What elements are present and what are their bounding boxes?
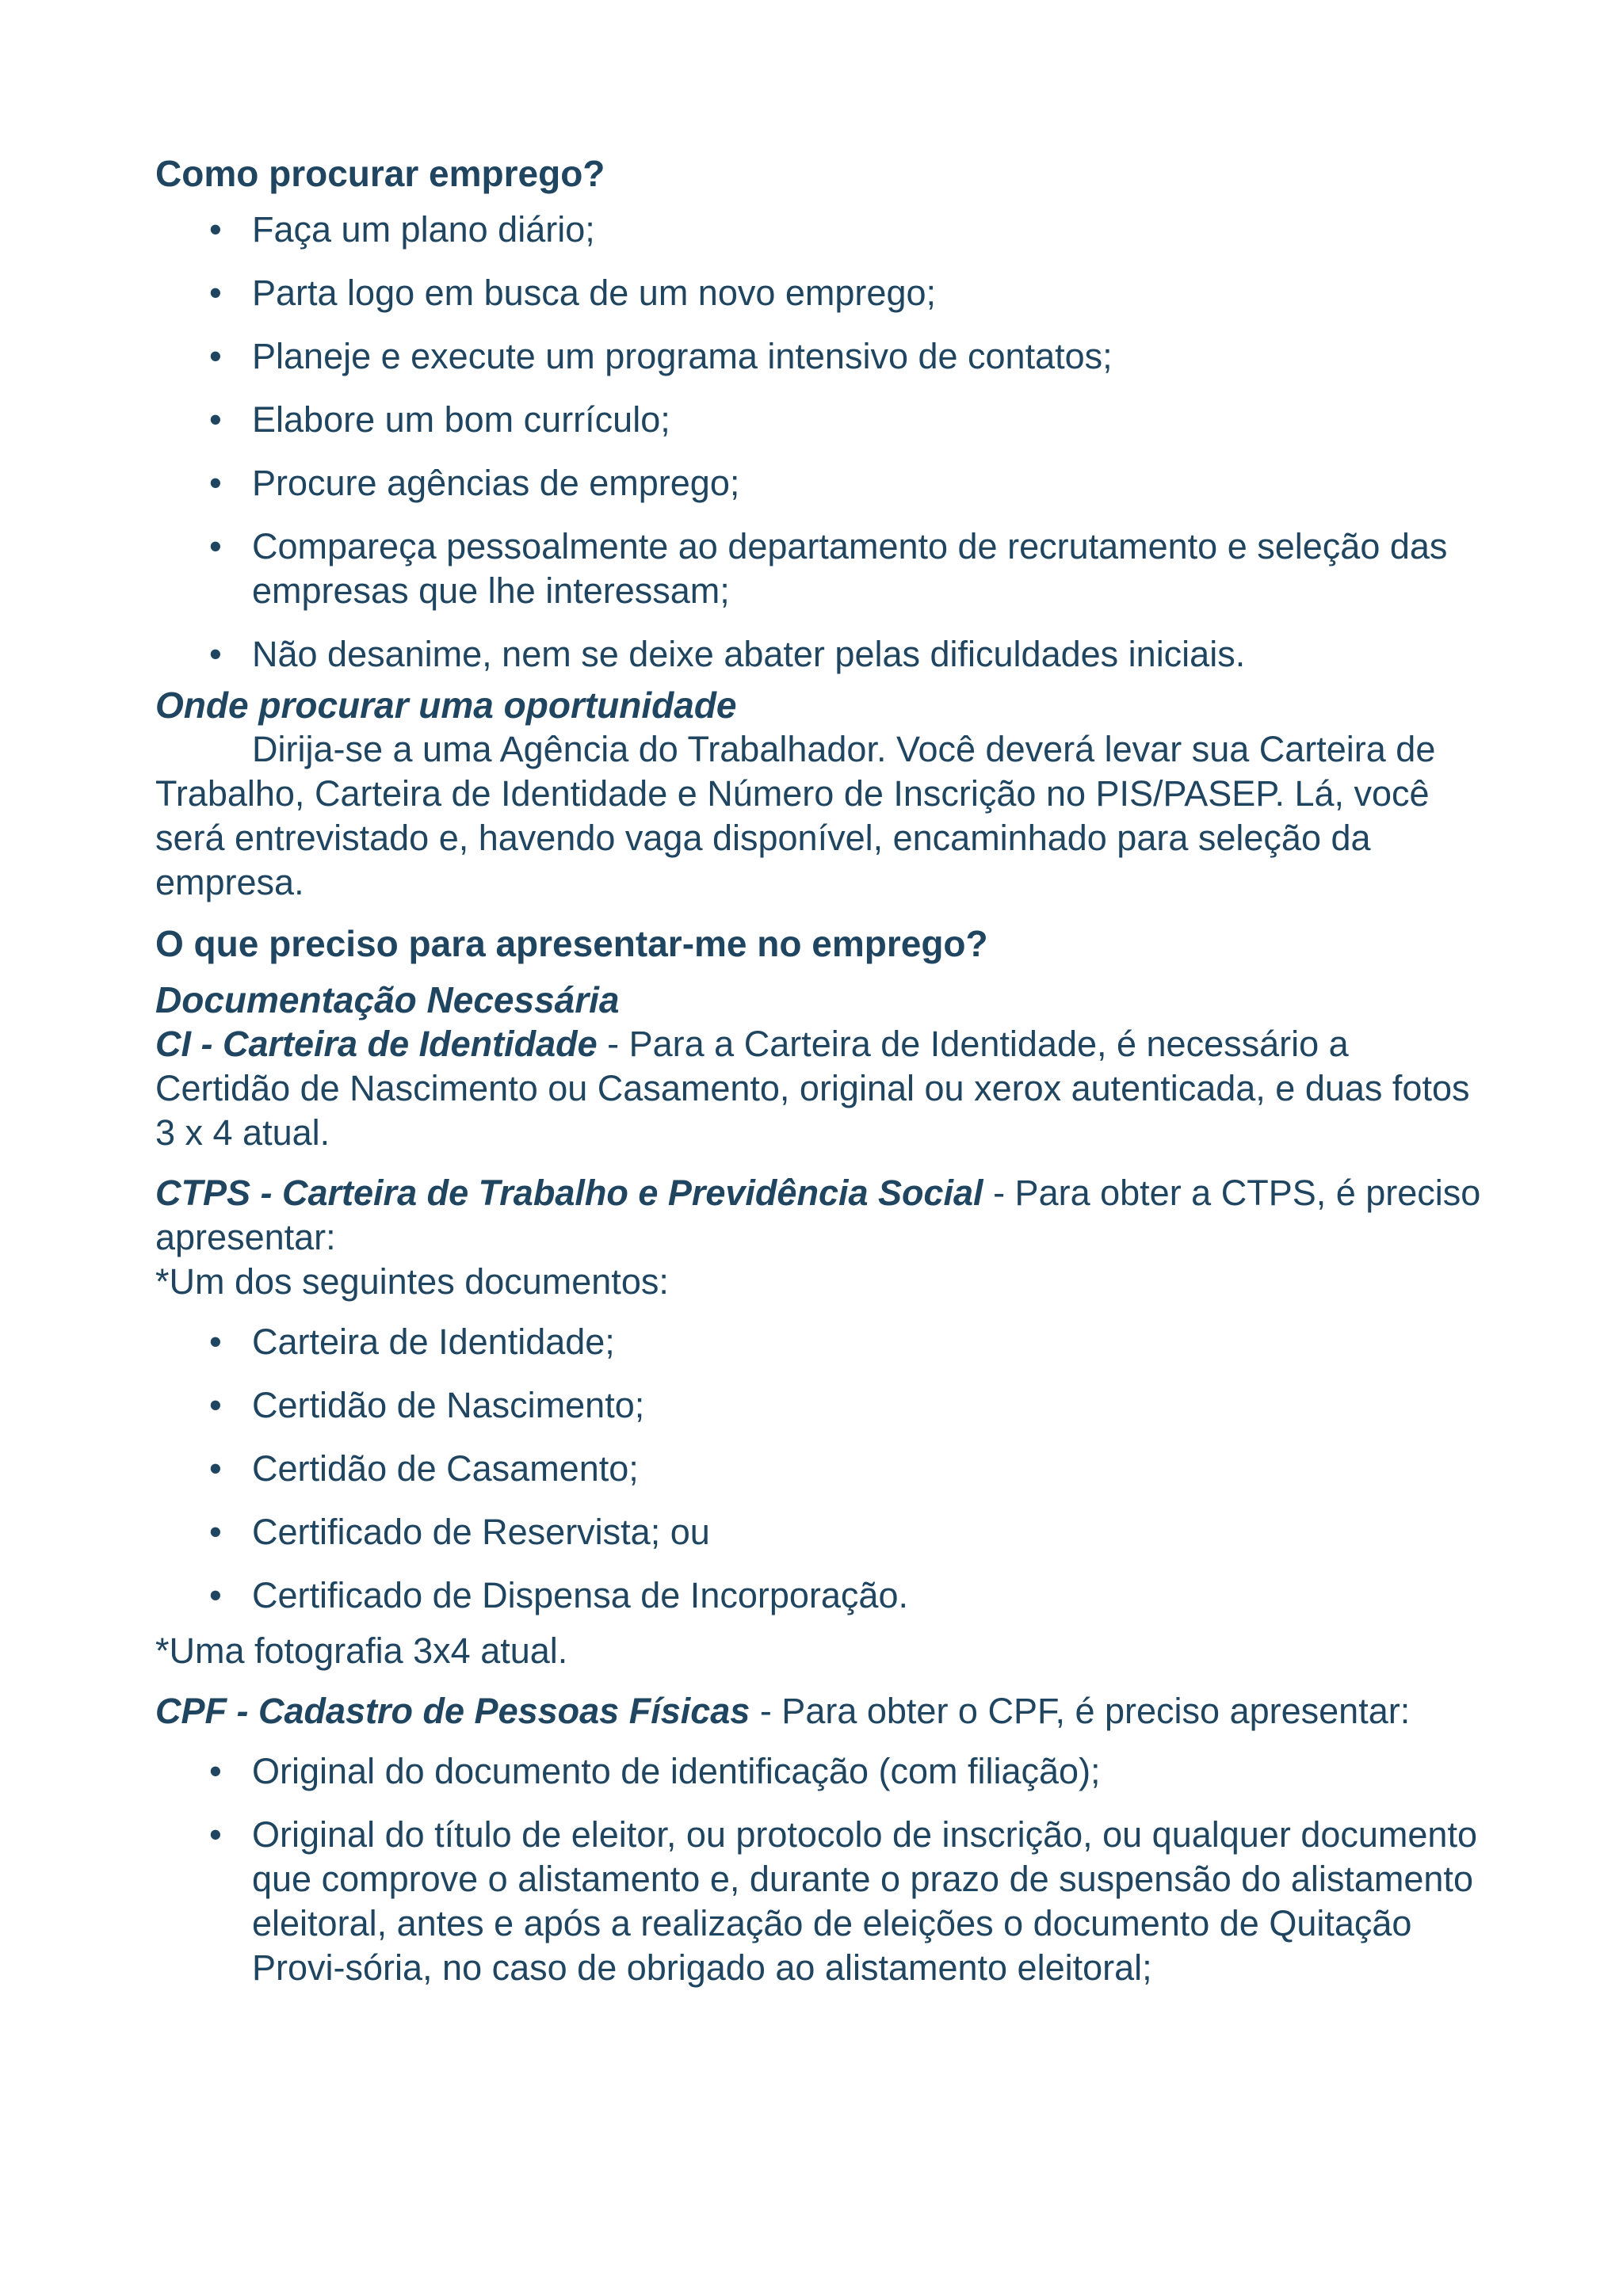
list-item: • Carteira de Identidade; (155, 1320, 1487, 1364)
list-item: • Certidão de Nascimento; (155, 1383, 1487, 1428)
paragraph-cpf: CPF - Cadastro de Pessoas Físicas - Para obter o CPF, é preciso apresentar: (155, 1691, 1411, 1731)
list-como-procurar (155, 208, 1487, 677)
list-item: • Certidão de Casamento; (155, 1447, 1487, 1491)
bullet-icon: • (209, 1322, 222, 1362)
bullet-icon: • (209, 1814, 222, 1855)
list-item: • Certificado de Dispensa de Incorporação. (155, 1573, 1487, 1618)
paragraph-ctps: CTPS - Carteira de Trabalho e Previdência Social - Para obter a CTPS, é preciso apresentar: (155, 1173, 1481, 1257)
ctps-intro: *Um dos seguintes documentos: (155, 1261, 669, 1302)
doc-title-cpf: CPF - Cadastro de Pessoas Físicas (155, 1691, 750, 1731)
heading-como-procurar: Como procurar emprego? (155, 153, 605, 194)
document-page (155, 151, 1487, 2009)
heading-o-que-preciso: O que preciso para apresentar-me no emprego? (155, 923, 988, 964)
list-cpf (155, 1749, 1487, 1990)
list-item: • Planeje e execute um programa intensivo de contatos; (155, 334, 1487, 379)
bullet-icon: • (209, 634, 222, 674)
heading-onde-procurar: Onde procurar uma oportunidade (155, 685, 737, 726)
list-item: • Faça um plano diário; (155, 208, 1487, 252)
bullet-icon: • (209, 336, 222, 376)
bullet-icon: • (209, 1512, 222, 1552)
list-item: • Certificado de Reservista; ou (155, 1510, 1487, 1554)
list-item: • Parta logo em busca de um novo emprego; (155, 271, 1487, 315)
bullet-icon: • (209, 1448, 222, 1489)
list-item: • Não desanime, nem se deixe abater pelas dificuldades iniciais. (155, 632, 1487, 677)
bullet-icon: • (209, 1385, 222, 1425)
doc-title-ci: CI - Carteira de Identidade (155, 1024, 598, 1064)
list-item: • Elabore um bom currículo; (155, 398, 1487, 442)
doc-title-ctps: CTPS - Carteira de Trabalho e Previdência Social (155, 1173, 983, 1213)
bullet-icon: • (209, 463, 222, 503)
subheading-documentacao: Documentação Necessária (155, 979, 620, 1020)
bullet-icon: • (209, 1751, 222, 1791)
list-ctps (155, 1320, 1487, 1618)
ctps-note: *Uma fotografia 3x4 atual. (155, 1630, 568, 1671)
paragraph-ci: CI - Carteira de Identidade - Para a Carteira de Identidade, é necessário a Certidão de Nascimento ou Casamento, original ou xerox autenticada, e duas fotos 3 x 4 atual. (155, 1024, 1470, 1153)
bullet-icon: • (209, 399, 222, 440)
bullet-icon: • (209, 1575, 222, 1615)
list-item: • Original do título de eleitor, ou protocolo de inscrição, ou qualquer documento que comprove o alistamento e, durante o prazo de suspensão do alistamento eleitoral, antes e após a realização de eleições o documento de Quitação Provi-sória, no caso de obrigado ao alistamento eleitoral; (209, 1814, 1477, 1988)
list-item: • Original do documento de identificação (com filiação); (155, 1749, 1487, 1794)
bullet-icon: • (209, 526, 222, 566)
paragraph-onde-procurar: Dirija-se a uma Agência do Trabalhador. Você deverá levar sua Carteira de Trabalho, Carteira de Identidade e Número de Inscrição no PIS/PASEP. Lá, você será entrevistado e, havendo vaga disponível, encaminhado para seleção da empresa. (155, 729, 1436, 902)
list-item: • Procure agências de emprego; (155, 461, 1487, 505)
bullet-icon: • (209, 273, 222, 313)
list-item: • Compareça pessoalmente ao departamento de recrutamento e seleção das empresas que lhe interessam; (209, 526, 1448, 611)
bullet-icon: • (209, 209, 222, 250)
